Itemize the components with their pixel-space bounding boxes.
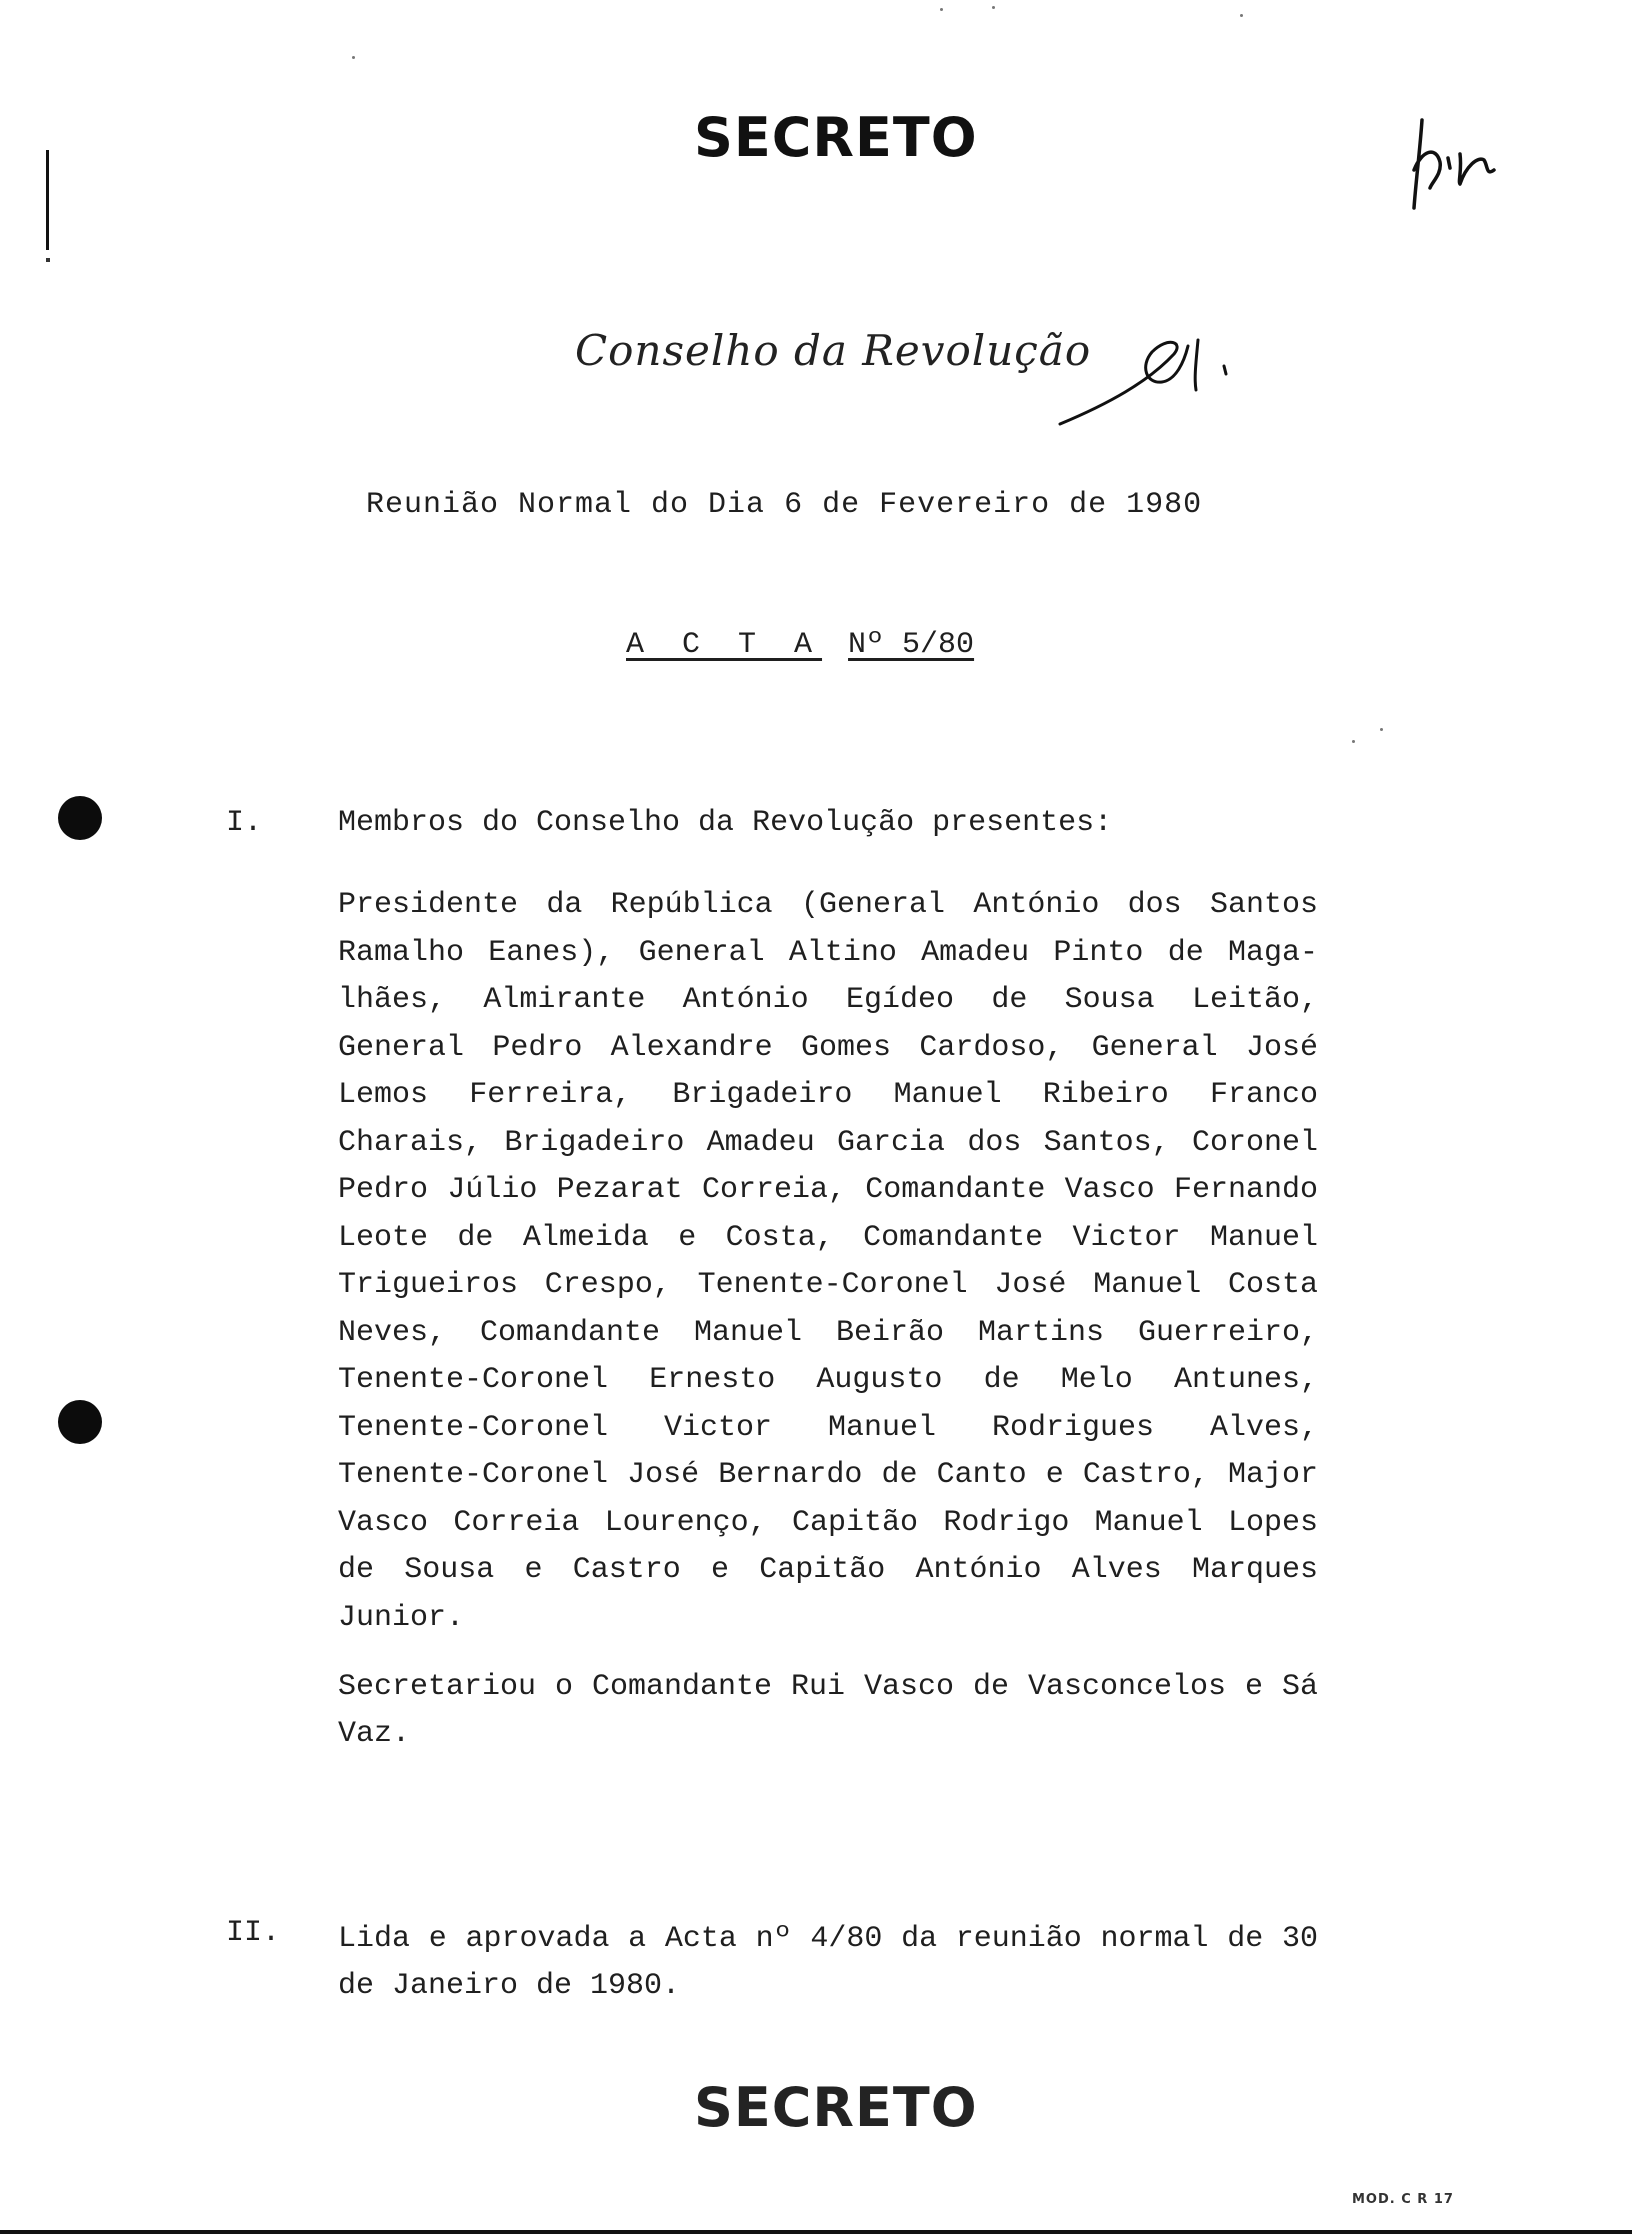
acta-label: A C T A bbox=[626, 628, 823, 662]
handwritten-rubric bbox=[1048, 312, 1248, 432]
punch-hole-top bbox=[58, 796, 102, 840]
scan-speck bbox=[992, 6, 995, 9]
scan-speck bbox=[1240, 14, 1243, 17]
meeting-title: Reunião Normal do Dia 6 de Fevereiro de 1980 bbox=[366, 488, 1203, 522]
acta-heading bbox=[626, 628, 974, 662]
bottom-edge-rule bbox=[0, 2230, 1632, 2234]
letterhead: Conselho da Revolução bbox=[575, 326, 1092, 375]
members-list: Presidente da República (General António dos Santos Ramalho Eanes), General Altino Amadeu Pinto de Magalhães, Almirante António Egídeo de Sousa Leitão, General Pedro Alexandre Gomes Cardoso, General José Lemos Ferreira, Brigadeiro Manuel Ribeiro Franco Charais, Brigadeiro Amadeu Garcia dos Santos, Coronel Pedro Júlio Pezarat Correia, Comandante Vasco Fernando Leote de Almeida e Costa, Comandante Victor Manuel Trigueiros Crespo, Tenente-Coronel José Manuel Costa Neves, Comandante Manuel Beirão Martins Guerreiro, Tenente-Coronel Ernesto Augusto de Melo Antunes, Tenente-Coronel Victor Manuel Rodrigues Alves, Tenente-Coronel José Bernardo de Canto e Castro, Major Vasco Correia Lourenço, Capitão Rodrigo Manuel Lopes de Sousa e Castro e Capitão António Alves Marques Junior. bbox=[338, 888, 1318, 1635]
scan-speck bbox=[1352, 740, 1355, 743]
scan-speck bbox=[352, 56, 355, 59]
classification-stamp-bottom: SECRETO bbox=[694, 2076, 978, 2139]
margin-dot bbox=[46, 258, 50, 262]
scan-speck bbox=[940, 8, 943, 11]
section-I-heading: Membros do Conselho da Revolução presentes: bbox=[338, 806, 1113, 840]
form-code: MOD. C R 17 bbox=[1352, 2192, 1454, 2207]
section-II-text: Lida e aprovada a Acta nº 4/80 da reunião normal de 30 de Janeiro de 1980. bbox=[338, 1922, 1318, 2003]
handwritten-initials bbox=[1402, 110, 1512, 220]
scan-speck bbox=[1380, 728, 1383, 731]
section-number-I: I. bbox=[226, 806, 263, 840]
margin-mark bbox=[46, 150, 49, 250]
secretary-paragraph: Secretariou o Comandante Rui Vasco de Vasconcelos e Sá Vaz. bbox=[338, 1670, 1318, 1751]
punch-hole-bottom bbox=[58, 1400, 102, 1444]
section-number-II: II. bbox=[226, 1916, 281, 1950]
acta-number: Nº 5/80 bbox=[848, 628, 975, 662]
classification-stamp-top: SECRETO bbox=[694, 106, 978, 169]
